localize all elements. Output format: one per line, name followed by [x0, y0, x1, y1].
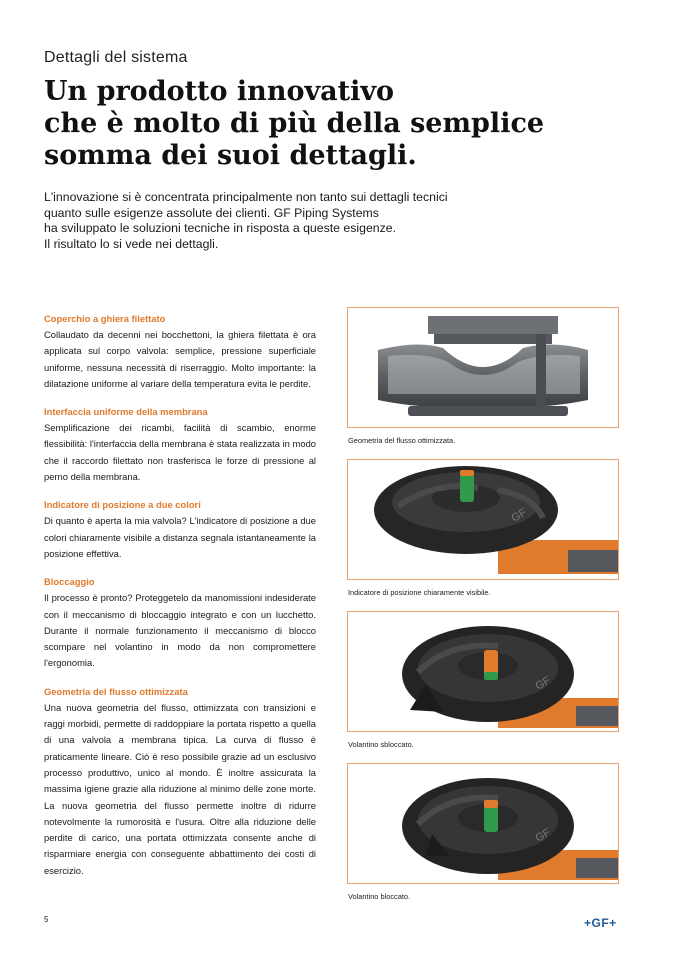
- section-title: Bloccaggio: [44, 576, 95, 588]
- feature-sections: [44, 312, 316, 892]
- headline-line: Un prodotto innovativo: [44, 76, 395, 107]
- headline-line: somma dei suoi dettagli.: [44, 140, 417, 171]
- photo-caption: Volantino sbloccato.: [348, 740, 414, 749]
- section-title: Coperchio a ghiera filettato: [44, 313, 166, 324]
- section-body: Di quanto è aperta la mia valvola? L'indicatore di posizione a due colori chiaramente visibile a distanza segnala istantaneamente la posizione effettiva.: [44, 515, 316, 559]
- feature-section: [44, 498, 316, 562]
- svg-text:GF: GF: [533, 826, 553, 845]
- intro-line: Il risultato lo si vede nei dettagli.: [44, 236, 219, 251]
- section-title: Indicatore di posizione a due colori: [44, 499, 201, 511]
- feature-section: [44, 575, 316, 671]
- page-kicker: Dettagli del sistema: [44, 49, 188, 66]
- gf-logo: +GF+: [584, 916, 617, 930]
- feature-section: [44, 312, 316, 392]
- valve-cross-section-image: [347, 307, 619, 428]
- intro-paragraph: [44, 190, 464, 252]
- position-indicator-image: [347, 459, 619, 580]
- photo-caption: Indicatore di posizione chiaramente visibile.: [348, 588, 491, 597]
- section-title: Geometria del flusso ottimizzata: [44, 685, 188, 697]
- photo-caption: Geometria del flusso ottimizzata.: [348, 436, 456, 445]
- feature-section: [44, 685, 316, 879]
- section-title: Interfaccia uniforme della membrana: [44, 406, 208, 418]
- svg-text:GF: GF: [533, 674, 553, 693]
- intro-line: ha sviluppato le soluzioni tecniche in risposta a queste esigenze.: [44, 221, 397, 236]
- page-headline: [44, 76, 644, 172]
- photo-caption: Volantino bloccato.: [348, 892, 411, 901]
- svg-text:GF: GF: [509, 506, 529, 525]
- section-body: Collaudato da decenni nei bocchettoni, la ghiera filettata è ora applicata sul corpo valvola: semplice, pressione superficiale uniforme, nessuna necessità di riserraggio. Molto importante: la dilatazione uniforme al variare della temperatura evita le perdite.: [44, 329, 316, 389]
- handwheel-unlocked-image: [347, 611, 619, 732]
- section-body: Il processo è pronto? Proteggetelo da manomissioni indesiderate con il meccanismo di bloccaggio integrato e con un lucchetto. Durante il normale funzionamento il meccanismo di blocco scompare nel volantino in modo da non compromettere l'ergonomia.: [44, 592, 316, 669]
- feature-section: [44, 405, 316, 485]
- intro-line: L'innovazione si è concentrata principalmente non tanto sui dettagli tecnici: [44, 190, 448, 204]
- headline-line: che è molto di più della semplice: [44, 108, 545, 139]
- section-body: Una nuova geometria del flusso, ottimizzata con transizioni e raggi morbidi, permette di raddoppiare la portata rispetto a quella di una valvola a membrana tipica. La curva di flusso è praticamente lineare. Ciò è reso possibile grazie ad un esclusivo processo produttivo, unico al mondo. È inoltre assicurata la massima igiene grazie alla riduzione al minimo delle zone morte. La nuova geometria del flusso permette inoltre di ridurre notevolmente la rumorosità e l'usura. Oltre alla riduzione delle perdite di carico, una portata ottimizzata consente anche di risparmiare energia con conseguente abbattimento dei costi di esercizio.: [44, 701, 316, 876]
- page-number: 5: [44, 915, 49, 924]
- intro-line: quanto sulle esigenze assolute dei clienti. GF Piping Systems: [44, 205, 379, 220]
- handwheel-locked-image: [347, 763, 619, 884]
- section-body: Semplificazione dei ricambi, facilità di scambio, enorme flessibilità: l'interfaccia della membrana è stata realizzata in modo che il raccordo filettato non trasferisca le forze di pressione al perno della membrana.: [44, 422, 316, 483]
